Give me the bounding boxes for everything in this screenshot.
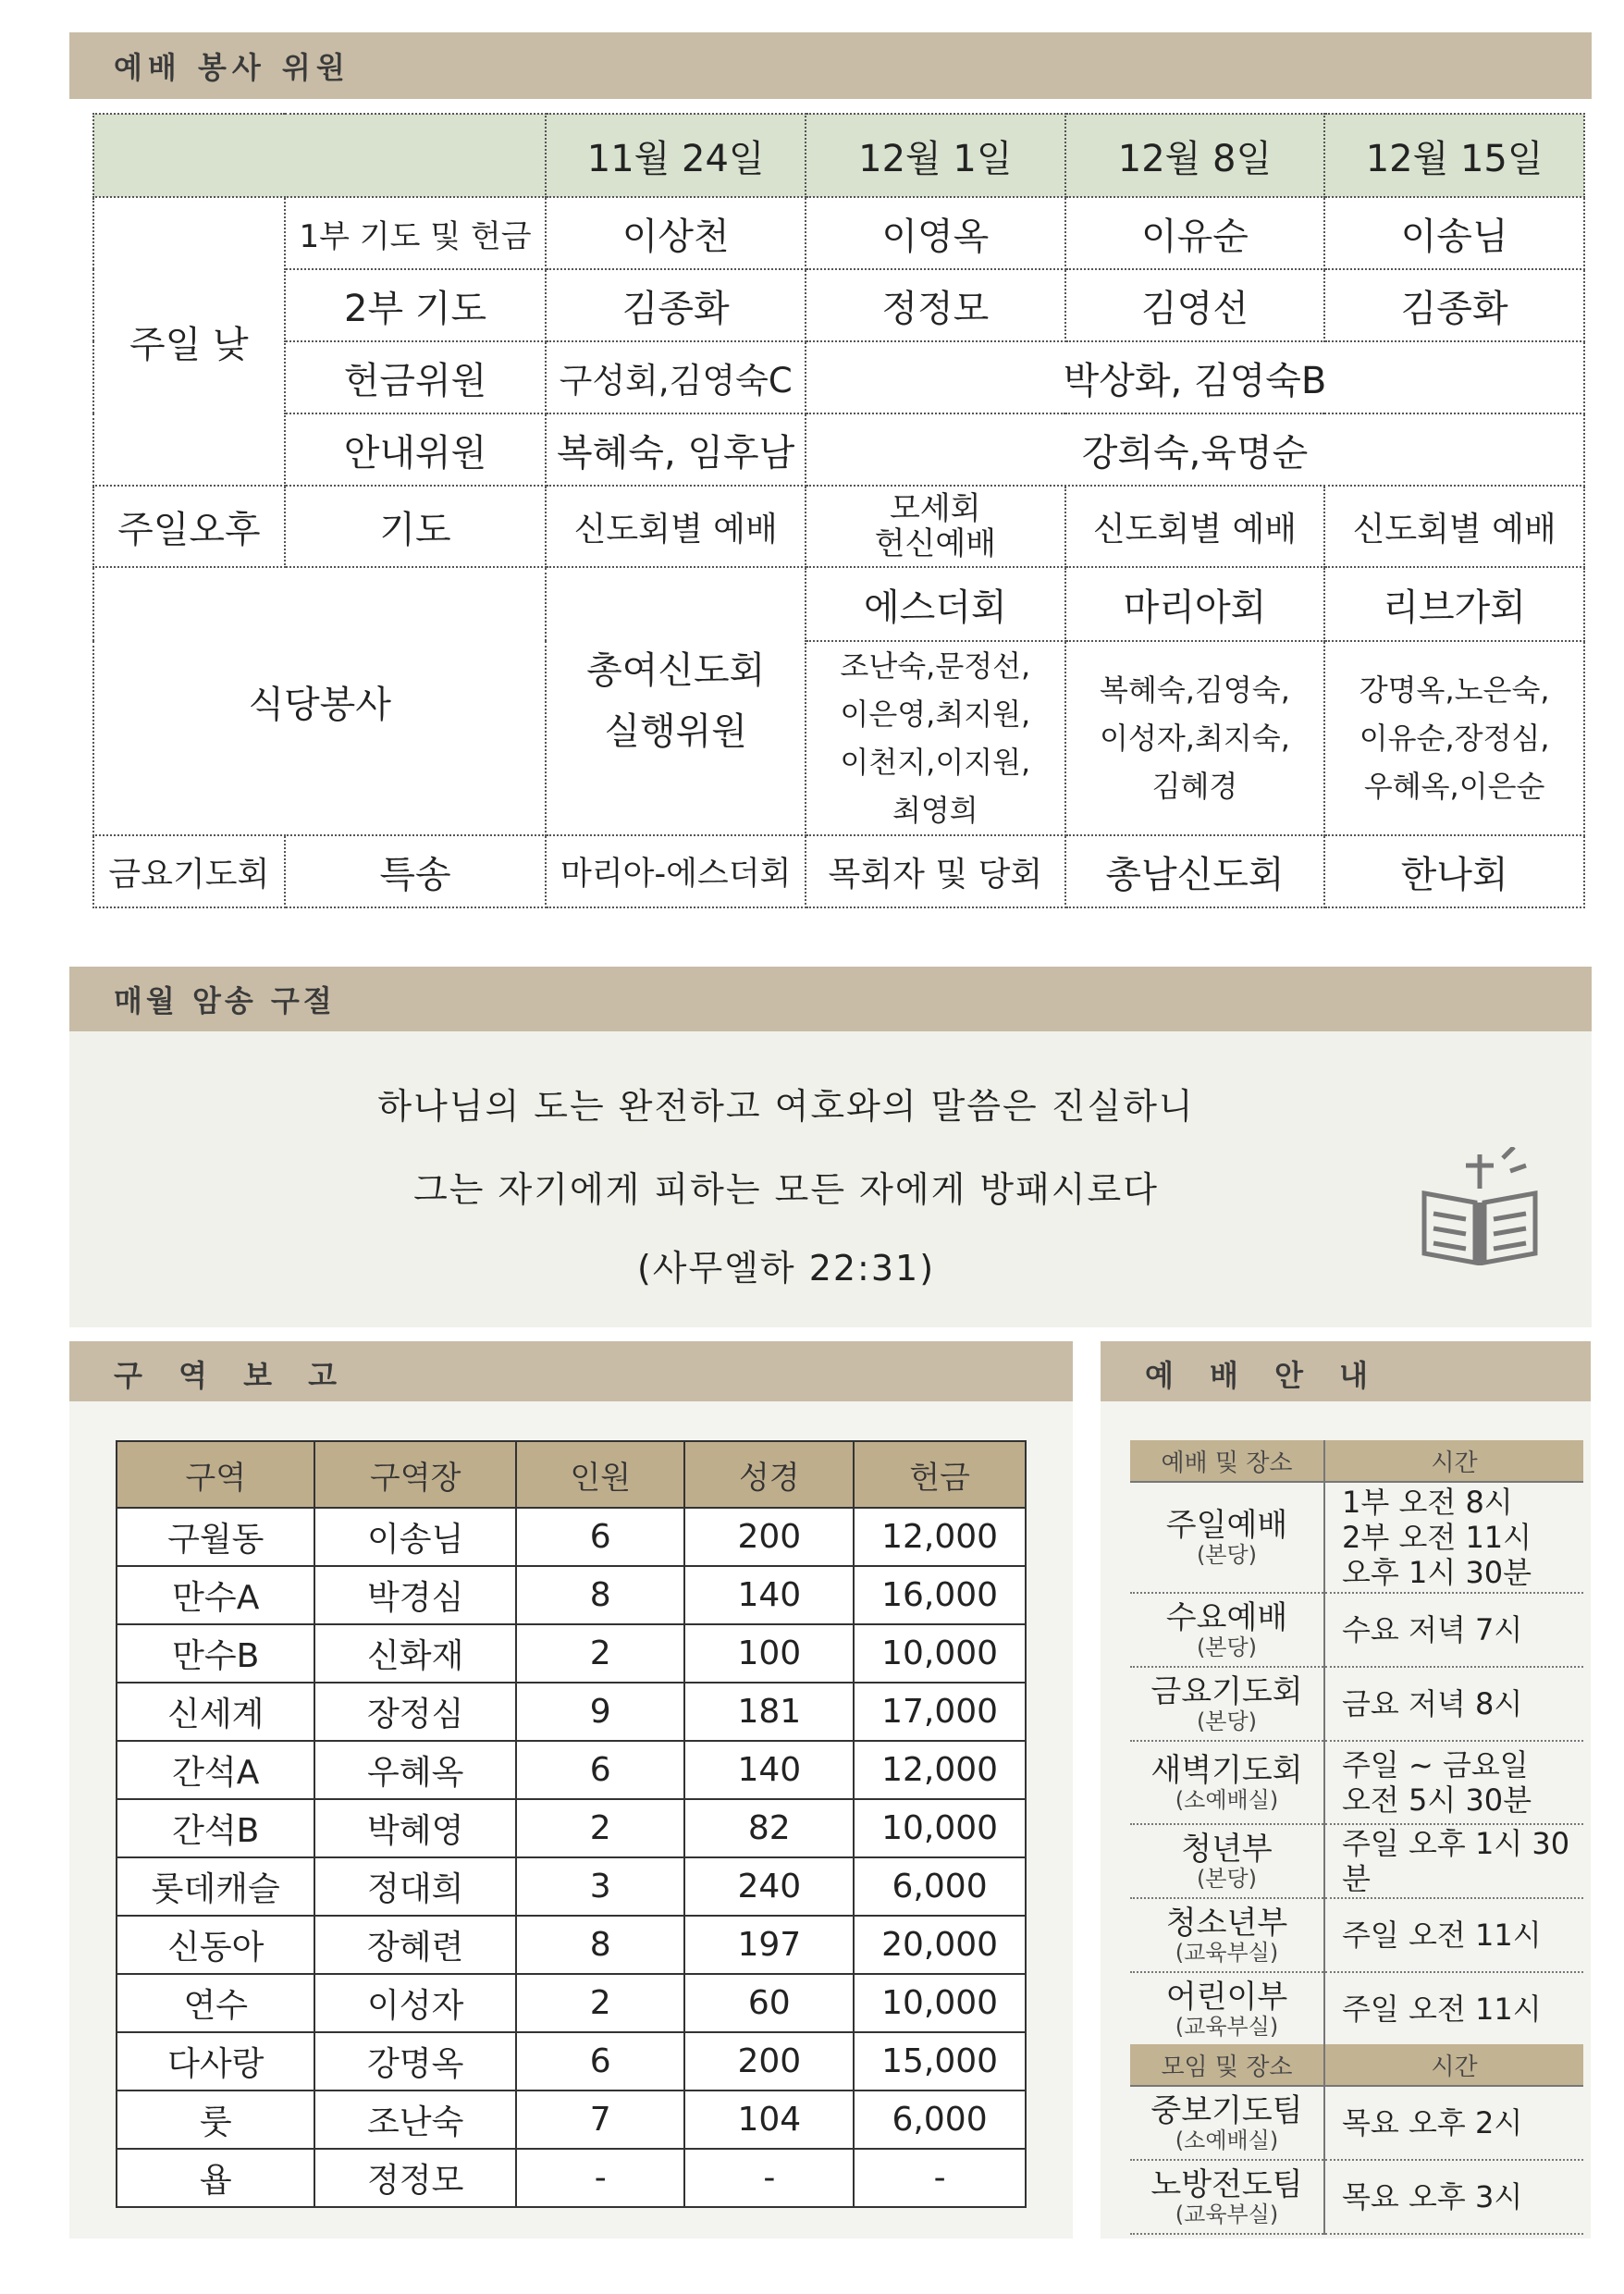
column-header: 모임 및 장소 [1130,2044,1324,2086]
name-cell: 구성회,김영숙C [546,341,806,413]
column-header: 성경 [684,1441,854,1508]
name-cell: 마리아-에스더회 [546,835,806,907]
meeting-rows [1130,2086,1583,2234]
attendance: 2 [516,1624,685,1683]
bible-count: 140 [684,1741,854,1799]
table-row [117,2032,1026,2090]
district-leader: 박경심 [314,1566,515,1624]
role-label: 안내위원 [285,413,547,486]
section-title-worship-guide: 예 배 안 내 [1101,1341,1591,1406]
district-name: 룻 [117,2090,314,2149]
attendance: 6 [516,1508,685,1566]
name-cell: 총여신도회 실행위원 [546,567,806,835]
attendance: 6 [516,1741,685,1799]
district-name: 다사랑 [117,2032,314,2090]
attendance: 9 [516,1683,685,1741]
role-label: 특송 [285,835,547,907]
district-name: 간석A [117,1741,314,1799]
role-label: 2부 기도 [285,269,547,341]
schedule-row [1130,2160,1583,2234]
attendance: 2 [516,1799,685,1857]
service-time: 금요 저녁 8시 [1324,1667,1583,1741]
name-cell: 한나회 [1324,835,1584,907]
name-cell: 이유순 [1065,197,1325,269]
offering: 10,000 [854,1624,1026,1683]
service-name: 청소년부 [1165,1905,1288,1942]
attendance: 6 [516,2032,685,2090]
date-header-row [93,114,1584,197]
table-row [117,1741,1026,1799]
name-cell: 신도회별 예배 [546,486,806,567]
service-place: (본당) [1196,1542,1258,1568]
attendance: 3 [516,1857,685,1916]
name-cell: 모세회 헌신예배 [806,486,1065,567]
offering: 12,000 [854,1508,1026,1566]
meeting-header-row [1130,2044,1583,2086]
bible-count: 240 [684,1857,854,1916]
district-name: 만수A [117,1566,314,1624]
column-header: 구역장 [314,1441,515,1508]
name-cell: 정정모 [806,269,1065,341]
district-leader: 정대희 [314,1857,515,1916]
service-cell [1130,1667,1324,1741]
service-name: 수요예배 [1165,1599,1288,1636]
column-header: 구역 [117,1441,314,1508]
service-cell [1130,1593,1324,1667]
meeting-schedule-table [1130,2044,1583,2235]
service-name: 어린이부 [1165,1979,1288,2016]
table-row [117,1799,1026,1857]
name-cell: 복혜숙, 임후남 [546,413,806,486]
name-cell: 이영옥 [806,197,1065,269]
schedule-header-row [1130,1440,1583,1482]
service-place: (본당) [1196,1866,1258,1892]
name-cell: 신도회별 예배 [1324,486,1584,567]
name-cell: 이상천 [546,197,806,269]
schedule-row [1130,1898,1583,1972]
service-time: 주일 ~ 금요일 오전 5시 30분 [1324,1741,1583,1824]
district-name: 간석B [117,1799,314,1857]
schedule-row [1130,1667,1583,1741]
name-cell: 김종화 [1324,269,1584,341]
district-leader: 이성자 [314,1974,515,2032]
district-name: 구월동 [117,1508,314,1566]
column-header: 헌금 [854,1441,1026,1508]
offering: 6,000 [854,1857,1026,1916]
role-label: 헌금위원 [285,341,547,413]
bible-count: 140 [684,1566,854,1624]
column-header: 시간 [1324,2044,1583,2086]
service-time: 주일 오후 1시 30분 [1324,1824,1583,1898]
service-name: 청년부 [1181,1831,1273,1868]
bible-count: - [684,2149,854,2207]
district-name: 신세계 [117,1683,314,1741]
section-title-district-report: 구 역 보 고 [69,1341,1073,1406]
attendance: 8 [516,1566,685,1624]
service-place: (교육부실) [1175,2014,1279,2040]
date-cell: 12월 1일 [806,114,1065,197]
name-cell: 이송님 [1324,197,1584,269]
verse-line-2: 그는 자기에게 피하는 모든 자에게 방패시로다 [413,1169,1159,1210]
offering: 10,000 [854,1974,1026,2032]
table-row [117,1916,1026,1974]
group-label: 식당봉사 [93,567,546,835]
service-cell [1130,2086,1324,2160]
service-committee-table [92,113,1585,908]
column-header: 시간 [1324,1440,1583,1482]
district-leader: 신화재 [314,1624,515,1683]
service-cell [1130,1898,1324,1972]
district-rows [117,1508,1026,2207]
offering: 17,000 [854,1683,1026,1741]
district-leader: 강명옥 [314,2032,515,2090]
bible-count: 200 [684,1508,854,1566]
group-label: 주일오후 [93,486,285,567]
table-row [93,413,1584,486]
service-name: 새벽기도회 [1150,1752,1303,1789]
section-title-service-committee: 예배 봉사 위원 [69,32,1592,99]
service-cell [1130,1824,1324,1898]
district-leader: 장혜련 [314,1916,515,1974]
service-place: (교육부실) [1175,2202,1279,2227]
table-row [117,2090,1026,2149]
table-row [117,1857,1026,1916]
table-row [93,835,1584,907]
attendance: 8 [516,1916,685,1974]
service-place: (교육부실) [1175,1940,1279,1966]
table-row [117,1508,1026,1566]
service-time: 목요 오후 3시 [1324,2160,1583,2234]
name-cell: 김종화 [546,269,806,341]
table-row [117,2149,1026,2207]
name-cell: 신도회별 예배 [1065,486,1325,567]
bible-count: 197 [684,1916,854,1974]
table-row [117,1683,1026,1741]
header-blank [93,114,546,197]
offering: 6,000 [854,2090,1026,2149]
service-place: (소예배실) [1175,2128,1279,2153]
service-name: 중보기도팀 [1150,2092,1303,2129]
bible-count: 82 [684,1799,854,1857]
table-row [117,1566,1026,1624]
bible-count: 60 [684,1974,854,2032]
service-time: 주일 오전 11시 [1324,1972,1583,2046]
attendance: 2 [516,1974,685,2032]
name-cell: 목회자 및 당회 [806,835,1065,907]
schedule-row [1130,1741,1583,1824]
schedule-row [1130,2086,1583,2160]
table-row [93,197,1584,269]
service-cell [1130,1482,1324,1593]
service-cell [1130,1741,1324,1824]
schedule-rows [1130,1482,1583,2046]
column-header: 인원 [516,1441,685,1508]
group-name: 에스더회 [806,567,1065,641]
bible-count: 200 [684,2032,854,2090]
service-name: 주일예배 [1165,1507,1288,1544]
name-cell: 박상화, 김영숙B [806,341,1584,413]
service-name: 노방전도팀 [1150,2166,1303,2203]
verse-line-1: 하나님의 도는 완전하고 여호와의 말씀은 진실하니 [377,1086,1195,1127]
district-leader: 이송님 [314,1508,515,1566]
name-cell: 총남신도회 [1065,835,1325,907]
member-list: 복혜숙,김영숙, 이성자,최지숙, 김혜경 [1065,641,1325,835]
schedule-row [1130,1824,1583,1898]
district-name: 롯데캐슬 [117,1857,314,1916]
memory-verse-box [69,1031,1592,1327]
name-cell: 강희숙,육명순 [806,413,1584,486]
district-name: 욥 [117,2149,314,2207]
column-header: 예배 및 장소 [1130,1440,1324,1482]
service-time: 주일 오전 11시 [1324,1898,1583,1972]
table-row [93,486,1584,567]
group-name: 마리아회 [1065,567,1325,641]
worship-schedule-table [1130,1440,1583,2047]
bible-count: 100 [684,1624,854,1683]
offering: 15,000 [854,2032,1026,2090]
district-leader: 우혜옥 [314,1741,515,1799]
role-label: 기도 [285,486,547,567]
attendance: 7 [516,2090,685,2149]
table-row [93,567,1584,641]
service-place: (소예배실) [1175,1787,1279,1813]
offering: 10,000 [854,1799,1026,1857]
district-header-row [117,1441,1026,1508]
open-bible-icon [1410,1147,1549,1276]
bible-count: 181 [684,1683,854,1741]
district-name: 신동아 [117,1916,314,1974]
service-cell [1130,2160,1324,2234]
service-name: 금요기도회 [1150,1673,1303,1710]
group-label: 금요기도회 [93,835,285,907]
service-time: 목요 오후 2시 [1324,2086,1583,2160]
district-leader: 장정심 [314,1683,515,1741]
district-leader: 박혜영 [314,1799,515,1857]
table-row [93,269,1584,341]
district-leader: 정정모 [314,2149,515,2207]
member-list: 조난숙,문정선, 이은영,최지원, 이천지,이지원, 최영희 [806,641,1065,835]
date-cell: 12월 15일 [1324,114,1584,197]
district-name: 연수 [117,1974,314,2032]
table-row [117,1624,1026,1683]
member-list: 강명옥,노은숙, 이유순,장정심, 우혜옥,이은순 [1324,641,1584,835]
service-time: 수요 저녁 7시 [1324,1593,1583,1667]
verse-reference: (사무엘하 22:31) [636,1248,936,1289]
offering: 20,000 [854,1916,1026,1974]
date-cell: 12월 8일 [1065,114,1325,197]
service-place: (본당) [1196,1708,1258,1734]
schedule-row [1130,1593,1583,1667]
group-label: 주일 낮 [93,197,285,486]
district-leader: 조난숙 [314,2090,515,2149]
bible-count: 104 [684,2090,854,2149]
section-title-memory-verse: 매월 암송 구절 [69,967,1592,1031]
district-name: 만수B [117,1624,314,1683]
group-name: 리브가회 [1324,567,1584,641]
service-cell [1130,1972,1324,2046]
name-cell: 김영선 [1065,269,1325,341]
date-cell: 11월 24일 [546,114,806,197]
table-row [93,341,1584,413]
offering: 12,000 [854,1741,1026,1799]
schedule-row [1130,1482,1583,1593]
district-report-table [116,1440,1027,2208]
service-place: (본당) [1196,1634,1258,1660]
schedule-row [1130,1972,1583,2046]
offering: - [854,2149,1026,2207]
offering: 16,000 [854,1566,1026,1624]
service-time: 1부 오전 8시 2부 오전 11시 오후 1시 30분 [1324,1482,1583,1593]
table-row [117,1974,1026,2032]
attendance: - [516,2149,685,2207]
role-label: 1부 기도 및 헌금 [285,197,547,269]
